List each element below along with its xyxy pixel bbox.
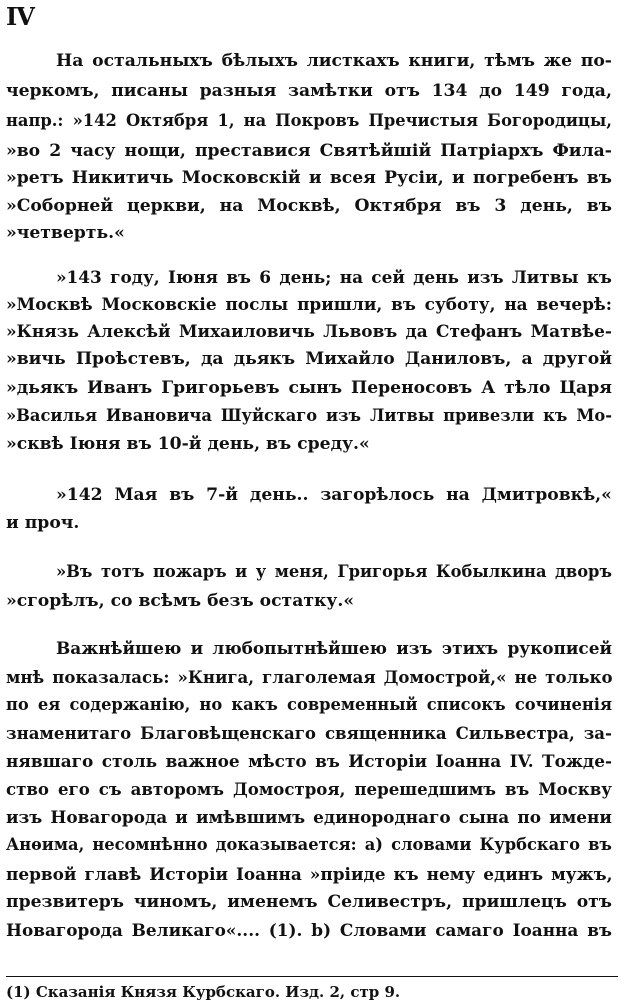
- word: сочиненія: [514, 695, 612, 714]
- word: Ивановича: [106, 406, 212, 425]
- word: знаменитаго: [6, 723, 132, 743]
- word: Алексѣй: [87, 321, 171, 341]
- word: Литвы: [369, 406, 435, 425]
- word: въ: [586, 196, 612, 216]
- word: Патріархъ: [440, 141, 544, 161]
- word: »Соборней: [6, 196, 114, 216]
- word: Никитичь: [71, 168, 174, 188]
- word: Тожде-: [542, 751, 612, 771]
- word: и: [451, 168, 465, 188]
- word: священника: [324, 723, 447, 743]
- word: тѣло: [504, 378, 551, 398]
- text-line: »сквѣ Іюня въ 10-й день, въ среду.«: [6, 434, 370, 454]
- word: Исторіи: [149, 864, 229, 884]
- word: къ: [543, 406, 568, 425]
- word: чиномъ,: [133, 892, 218, 912]
- word: нявшаго: [6, 751, 94, 771]
- word: сей: [371, 267, 405, 287]
- word: Григорьевъ: [161, 378, 280, 398]
- word: (1).: [268, 920, 303, 940]
- word: суботу,: [424, 294, 496, 314]
- word: въ: [226, 267, 252, 287]
- text-line: [6, 377, 612, 399]
- footnote: (1) Сказанія Князя Курбскаго. Изд. 2, стр 9.: [6, 983, 401, 1001]
- word: Важнѣйшею: [56, 638, 182, 658]
- word: въ: [455, 196, 481, 216]
- word: »дьякъ: [6, 378, 79, 398]
- word: мнѣ: [6, 667, 45, 687]
- word: »пріиде: [309, 864, 386, 884]
- text-line: »сгорѣлъ, со всѣмъ безъ остатку.«: [6, 591, 355, 611]
- word: напр.:: [6, 111, 64, 130]
- word: 134: [431, 81, 468, 101]
- word: Іоанна: [435, 751, 502, 771]
- word: преставися: [194, 141, 311, 161]
- word: Исторіи: [348, 751, 428, 771]
- word: съ: [98, 779, 122, 799]
- text-line: [6, 140, 612, 162]
- text-line: [56, 50, 612, 72]
- word: Селивестръ,: [327, 892, 453, 912]
- word: а: [521, 349, 533, 369]
- word: Богородицы,: [487, 111, 612, 130]
- word: имени: [549, 807, 612, 827]
- word: Словами: [339, 920, 427, 940]
- word: »Въ: [56, 562, 93, 581]
- word: церкви,: [127, 196, 206, 216]
- word: у: [255, 562, 267, 581]
- text-line: [6, 320, 612, 342]
- word: столь: [101, 751, 158, 771]
- word: на: [243, 111, 267, 130]
- word: На: [56, 51, 84, 71]
- word: Москвѣ,: [257, 196, 341, 216]
- text-line: [6, 694, 612, 716]
- word: Анѳима,: [6, 835, 85, 854]
- text-line: [6, 863, 612, 885]
- word: загорѣлось: [320, 485, 435, 505]
- word: дьякъ: [233, 349, 296, 369]
- word: до: [479, 81, 503, 101]
- word: первой: [6, 864, 77, 884]
- word: черкомъ,: [6, 81, 100, 101]
- word: Михаиловичь: [178, 321, 315, 341]
- word: писаны: [111, 81, 188, 101]
- word: года,: [561, 81, 612, 101]
- word: Святѣйшій: [319, 141, 432, 161]
- word: изъ: [396, 638, 433, 658]
- word: да: [405, 321, 428, 341]
- word: важное: [165, 751, 240, 771]
- word: »во: [6, 141, 41, 161]
- word: Сильвестра,: [455, 723, 575, 743]
- word: ея: [37, 695, 61, 714]
- word: только: [545, 667, 613, 687]
- word: другой: [542, 349, 612, 369]
- word: листкахъ: [306, 51, 400, 71]
- text-line: [56, 484, 612, 506]
- text-line: [6, 195, 612, 217]
- word: глаголемая: [262, 667, 376, 687]
- word: въ: [505, 779, 530, 799]
- word: Проѣстевъ,: [75, 349, 191, 369]
- word: »Князь: [6, 321, 80, 341]
- word: перешедшимъ: [354, 779, 497, 799]
- word: по: [517, 807, 541, 827]
- word: »142: [56, 485, 103, 505]
- word: Новагорода: [50, 807, 168, 827]
- word: Царя: [559, 378, 612, 398]
- word: и: [308, 168, 322, 188]
- word: въ: [315, 751, 340, 771]
- word: но: [199, 695, 223, 714]
- word: остальныхъ: [92, 51, 213, 71]
- word: а): [364, 835, 383, 854]
- word: за-: [583, 723, 612, 743]
- word: пожаръ: [153, 562, 227, 581]
- word: всея: [329, 168, 376, 188]
- text-line: [6, 722, 612, 744]
- word: показалась:: [52, 667, 170, 687]
- word: доказывается:: [215, 835, 357, 854]
- word: книги,: [408, 51, 476, 71]
- word: рукописей: [507, 638, 612, 658]
- word: на: [219, 196, 244, 216]
- text-line: [6, 834, 612, 856]
- word: »Москвѣ: [6, 294, 93, 314]
- word: содержанію,: [69, 695, 191, 714]
- word: Матвѣе-: [530, 321, 612, 341]
- word: меня,: [274, 562, 329, 581]
- word: »143: [56, 267, 102, 287]
- word: единъ: [483, 864, 544, 884]
- word: погребенъ: [472, 168, 579, 188]
- word: и: [175, 807, 188, 827]
- word: 149: [513, 81, 550, 101]
- word: »вичь: [6, 349, 66, 369]
- word: 3: [494, 196, 507, 216]
- word: Московскій: [181, 168, 301, 188]
- word: современный: [287, 695, 418, 714]
- text-line: [6, 750, 612, 772]
- word: авторомъ: [130, 779, 225, 799]
- word: изъ: [467, 267, 504, 287]
- word: не: [514, 667, 538, 687]
- word: часу: [70, 141, 116, 161]
- word: бѣлыхъ: [221, 51, 298, 71]
- word: по: [6, 695, 29, 714]
- word: день,: [520, 196, 573, 216]
- word: тотъ: [100, 562, 145, 581]
- word: Дмитровкѣ,«: [481, 485, 612, 505]
- word: Мая: [114, 485, 158, 505]
- word: къ: [586, 267, 612, 287]
- text-line: [56, 266, 612, 288]
- word: Октября: [125, 111, 209, 130]
- text-line: [6, 293, 612, 315]
- word: Покровъ: [275, 111, 360, 130]
- footnote-divider: [6, 976, 618, 977]
- word: Переносовъ: [350, 378, 473, 398]
- word: пришлецъ: [462, 892, 567, 912]
- word: въ: [169, 485, 195, 505]
- word: Фила-: [552, 141, 612, 161]
- word: на: [504, 294, 528, 314]
- text-line: »четверть.«: [6, 223, 125, 243]
- word: тѣмъ: [484, 51, 535, 71]
- word: несомнѣнно: [92, 835, 208, 854]
- word: и: [190, 638, 204, 658]
- word: Иванъ: [87, 378, 153, 398]
- word: имѣвшимъ: [195, 807, 306, 827]
- word: списокъ: [426, 695, 506, 714]
- word: Мо-: [576, 406, 612, 425]
- word: самаго: [435, 920, 504, 940]
- word: Благовѣщенскаго: [140, 723, 316, 743]
- word: Кобылкина: [435, 562, 547, 581]
- word: Октября: [354, 196, 442, 216]
- word: именемъ: [227, 892, 318, 912]
- word: этихъ: [441, 638, 499, 658]
- word: 7-й: [206, 485, 239, 505]
- word: Львовъ: [323, 321, 398, 341]
- word: Новагорода: [6, 920, 123, 940]
- word: презвитеръ: [6, 892, 124, 912]
- word: разныя: [199, 81, 277, 101]
- word: вечерѣ:: [536, 294, 612, 314]
- word: Григорья: [337, 562, 428, 581]
- word: единороднаго: [313, 807, 451, 827]
- word: дворъ: [555, 562, 612, 581]
- word: да: [200, 349, 224, 369]
- word: Стефанъ: [436, 321, 523, 341]
- text-line: [6, 919, 612, 941]
- word: послы: [225, 294, 289, 314]
- word: Іоанна: [236, 864, 302, 884]
- text-line: [6, 806, 612, 828]
- word: »142: [72, 111, 117, 130]
- word: сына: [458, 807, 510, 827]
- text-line: [6, 348, 612, 370]
- word: IV.: [509, 751, 534, 771]
- word: Іоанна: [512, 920, 579, 940]
- word: 2: [49, 141, 62, 161]
- word: »ретъ: [6, 168, 64, 188]
- text-line: [6, 891, 612, 913]
- word: любопытнѣйшею: [212, 638, 387, 658]
- word: изъ: [326, 406, 362, 425]
- word: день;: [279, 267, 332, 287]
- word: нощи,: [124, 141, 186, 161]
- word: сынъ: [288, 378, 343, 398]
- word: на: [339, 267, 364, 287]
- word: день..: [249, 485, 309, 505]
- word: въ: [391, 294, 416, 314]
- word: году,: [110, 267, 160, 287]
- word: и: [235, 562, 248, 581]
- word: отъ: [384, 81, 420, 101]
- text-line: [6, 167, 612, 189]
- word: день: [413, 267, 459, 287]
- word: по-: [580, 51, 612, 71]
- word: Іюня: [167, 267, 219, 287]
- text-line: [6, 110, 612, 132]
- word: мужъ,: [551, 864, 613, 884]
- word: Домострой,«: [383, 667, 507, 687]
- word: Московскіе: [101, 294, 217, 314]
- word: Шуйскаго: [220, 406, 318, 425]
- word: Домостроя,: [233, 779, 346, 799]
- word: нему: [426, 864, 476, 884]
- word: 6: [259, 267, 272, 287]
- word: его: [57, 779, 90, 799]
- word: »Василья: [6, 406, 98, 425]
- word: Русіи,: [384, 168, 444, 188]
- word: изъ: [6, 807, 43, 827]
- word: какъ: [231, 695, 278, 714]
- word: мѣсто: [248, 751, 307, 771]
- word: Москву: [538, 779, 612, 799]
- word: словами: [391, 835, 472, 854]
- word: Михайло: [305, 349, 395, 369]
- word: главѣ: [84, 864, 142, 884]
- word: замѣтки: [287, 81, 373, 101]
- word: А: [481, 378, 496, 398]
- word: въ: [586, 168, 612, 188]
- text-line: [6, 666, 612, 688]
- word: Литвы: [511, 267, 579, 287]
- word: отъ: [576, 892, 612, 912]
- word: 1,: [217, 111, 235, 130]
- text-line: [6, 778, 612, 800]
- word: къ: [393, 864, 419, 884]
- word: пришли,: [297, 294, 383, 314]
- word: въ: [587, 920, 612, 940]
- word: привезли: [443, 406, 535, 425]
- text-line: [6, 80, 612, 102]
- word: же: [543, 51, 573, 71]
- text-line: [6, 405, 612, 427]
- word: на: [446, 485, 470, 505]
- word: ство: [6, 779, 49, 799]
- page-number: IV: [6, 2, 34, 31]
- word: b): [311, 920, 332, 940]
- word: въ: [588, 835, 612, 854]
- word: Великаго«....: [131, 920, 260, 940]
- word: Курбскаго: [479, 835, 581, 854]
- text-line: [56, 561, 612, 583]
- word: Пречистыя: [368, 111, 478, 130]
- text-line: и проч.: [6, 513, 80, 533]
- word: Даниловъ,: [404, 349, 512, 369]
- word: »Книга,: [177, 667, 255, 687]
- text-line: [56, 637, 612, 659]
